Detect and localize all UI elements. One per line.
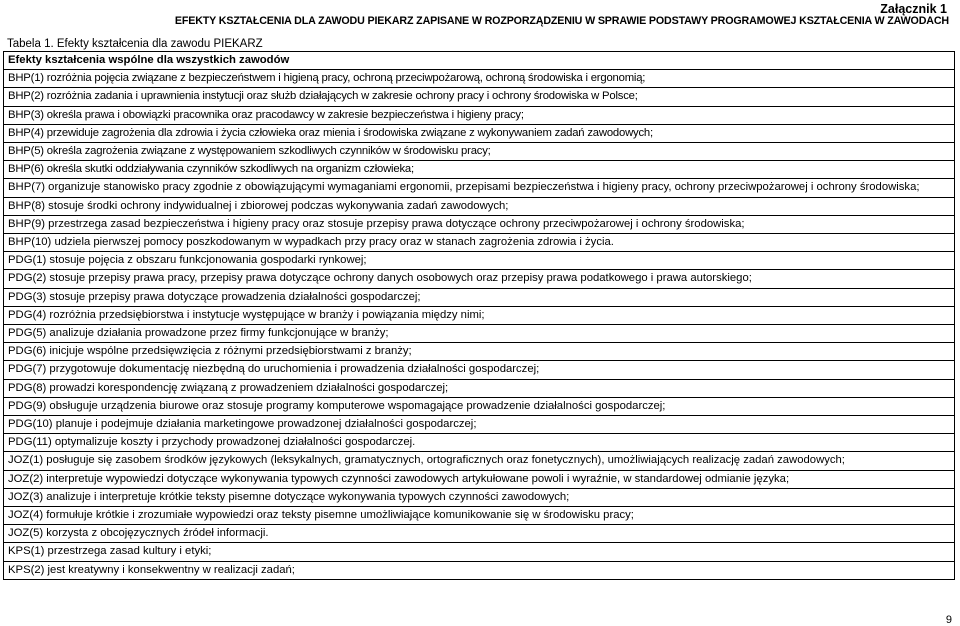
table-row xyxy=(4,88,955,106)
table-row xyxy=(4,215,955,233)
table-row xyxy=(4,525,955,543)
table-cell: PDG(4) rozróżnia przedsiębiorstwa i instytucje występujące w branży i powiązania między nimi; xyxy=(4,306,955,324)
table-cell: PDG(1) stosuje pojęcia z obszaru funkcjonowania gospodarki rynkowej; xyxy=(4,252,955,270)
table-row xyxy=(4,507,955,525)
learning-outcomes-table xyxy=(3,51,955,580)
table-row xyxy=(4,543,955,561)
table-row xyxy=(4,325,955,343)
table-cell: PDG(10) planuje i podejmuje działania marketingowe prowadzonej działalności gospodarczej; xyxy=(4,416,955,434)
table-row xyxy=(4,70,955,88)
table-row xyxy=(4,470,955,488)
table-cell: BHP(3) określa prawa i obowiązki pracownika oraz pracodawcy w zakresie bezpieczeństwa i higieny pracy; xyxy=(4,106,955,124)
document-heading: EFEKTY KSZTAŁCENIA DLA ZAWODU PIEKARZ ZAPISANE W ROZPORZĄDZENIU W SPRAWIE PODSTAWY PROGRAMOWEJ KSZTAŁCENIA W ZAWODACH xyxy=(174,15,949,27)
table-row xyxy=(4,561,955,579)
table-cell: BHP(2) rozróżnia zadania i uprawnienia instytucji oraz służb działających w zakresie ochrony pracy i ochrony środowiska w Polsce; xyxy=(4,88,955,106)
table-cell: BHP(1) rozróżnia pojęcia związane z bezpieczeństwem i higieną pracy, ochroną przeciwpożarową, ochroną środowiska i ergonomią; xyxy=(4,70,955,88)
table-row xyxy=(4,343,955,361)
table-cell: BHP(4) przewiduje zagrożenia dla zdrowia i życia człowieka oraz mienia i środowiska związane z wykonywaniem zadań zawodowych; xyxy=(4,124,955,142)
table-row xyxy=(4,234,955,252)
table-row xyxy=(4,179,955,197)
table-row xyxy=(4,452,955,470)
table-cell: JOZ(2) interpretuje wypowiedzi dotyczące wykonywania typowych czynności zawodowych artykułowane powoli i wyraźnie, w standardowej odmianie języka; xyxy=(4,470,955,488)
table-cell: KPS(2) jest kreatywny i konsekwentny w realizacji zadań; xyxy=(4,561,955,579)
table-cell: BHP(5) określa zagrożenia związane z występowaniem szkodliwych czynników w środowisku pracy; xyxy=(4,143,955,161)
table-cell: BHP(6) określa skutki oddziaływania czynników szkodliwych na organizm człowieka; xyxy=(4,161,955,179)
table-row xyxy=(4,161,955,179)
table-row xyxy=(4,124,955,142)
table-row xyxy=(4,270,955,288)
table-cell: JOZ(1) posługuje się zasobem środków językowych (leksykalnych, gramatycznych, ortograficznych oraz fonetycznych), umożliwiających realizację zadań zawodowych; xyxy=(4,452,955,470)
table-header-row xyxy=(4,52,955,70)
table-cell: JOZ(4) formułuje krótkie i zrozumiałe wypowiedzi oraz teksty pisemne umożliwiające komunikowanie się w środowisku pracy; xyxy=(4,507,955,525)
table-row xyxy=(4,106,955,124)
table-caption: Tabela 1. Efekty kształcenia dla zawodu PIEKARZ xyxy=(7,38,263,50)
table-cell: PDG(11) optymalizuje koszty i przychody prowadzonej działalności gospodarczej. xyxy=(4,434,955,452)
table-cell: BHP(10) udziela pierwszej pomocy poszkodowanym w wypadkach przy pracy oraz w stanach zagrożenia zdrowia i życia. xyxy=(4,234,955,252)
table-row xyxy=(4,306,955,324)
table-row xyxy=(4,288,955,306)
table-row xyxy=(4,252,955,270)
table-row xyxy=(4,143,955,161)
table-row xyxy=(4,416,955,434)
table-cell: BHP(7) organizuje stanowisko pracy zgodnie z obowiązującymi wymaganiami ergonomii, przepisami bezpieczeństwa i higieny pracy, ochrony przeciwpożarowej i ochrony środowiska; xyxy=(4,179,955,197)
section-header: Efekty kształcenia wspólne dla wszystkich zawodów xyxy=(4,52,955,70)
table-row xyxy=(4,361,955,379)
table-cell: BHP(8) stosuje środki ochrony indywidualnej i zbiorowej podczas wykonywania zadań zawodowych; xyxy=(4,197,955,215)
table-cell: BHP(9) przestrzega zasad bezpieczeństwa i higieny pracy oraz stosuje przepisy prawa dotyczące ochrony przeciwpożarowej i ochrony środowiska; xyxy=(4,215,955,233)
table-row xyxy=(4,397,955,415)
table-cell: JOZ(5) korzysta z obcojęzycznych źródeł informacji. xyxy=(4,525,955,543)
table-cell: PDG(9) obsługuje urządzenia biurowe oraz stosuje programy komputerowe wspomagające prowadzenie działalności gospodarczej; xyxy=(4,397,955,415)
table-row xyxy=(4,197,955,215)
table-cell: PDG(2) stosuje przepisy prawa pracy, przepisy prawa dotyczące ochrony danych osobowych oraz przepisy prawa podatkowego i prawa autorskiego; xyxy=(4,270,955,288)
page-number: 9 xyxy=(945,614,952,626)
table-row xyxy=(4,434,955,452)
table-cell: PDG(5) analizuje działania prowadzone przez firmy funkcjonujące w branży; xyxy=(4,325,955,343)
table-cell: PDG(8) prowadzi korespondencję związaną z prowadzeniem działalności gospodarczej; xyxy=(4,379,955,397)
table-row xyxy=(4,488,955,506)
table-cell: PDG(7) przygotowuje dokumentację niezbędną do uruchomienia i prowadzenia działalności gospodarczej; xyxy=(4,361,955,379)
table-cell: JOZ(3) analizuje i interpretuje krótkie teksty pisemne dotyczące wykonywania typowych czynności zawodowych; xyxy=(4,488,955,506)
annex-label: Załącznik 1 xyxy=(880,2,947,16)
table-row xyxy=(4,379,955,397)
table-cell: PDG(3) stosuje przepisy prawa dotyczące prowadzenia działalności gospodarczej; xyxy=(4,288,955,306)
table-cell: KPS(1) przestrzega zasad kultury i etyki; xyxy=(4,543,955,561)
table-cell: PDG(6) inicjuje wspólne przedsięwzięcia z różnymi przedsiębiorstwami z branży; xyxy=(4,343,955,361)
